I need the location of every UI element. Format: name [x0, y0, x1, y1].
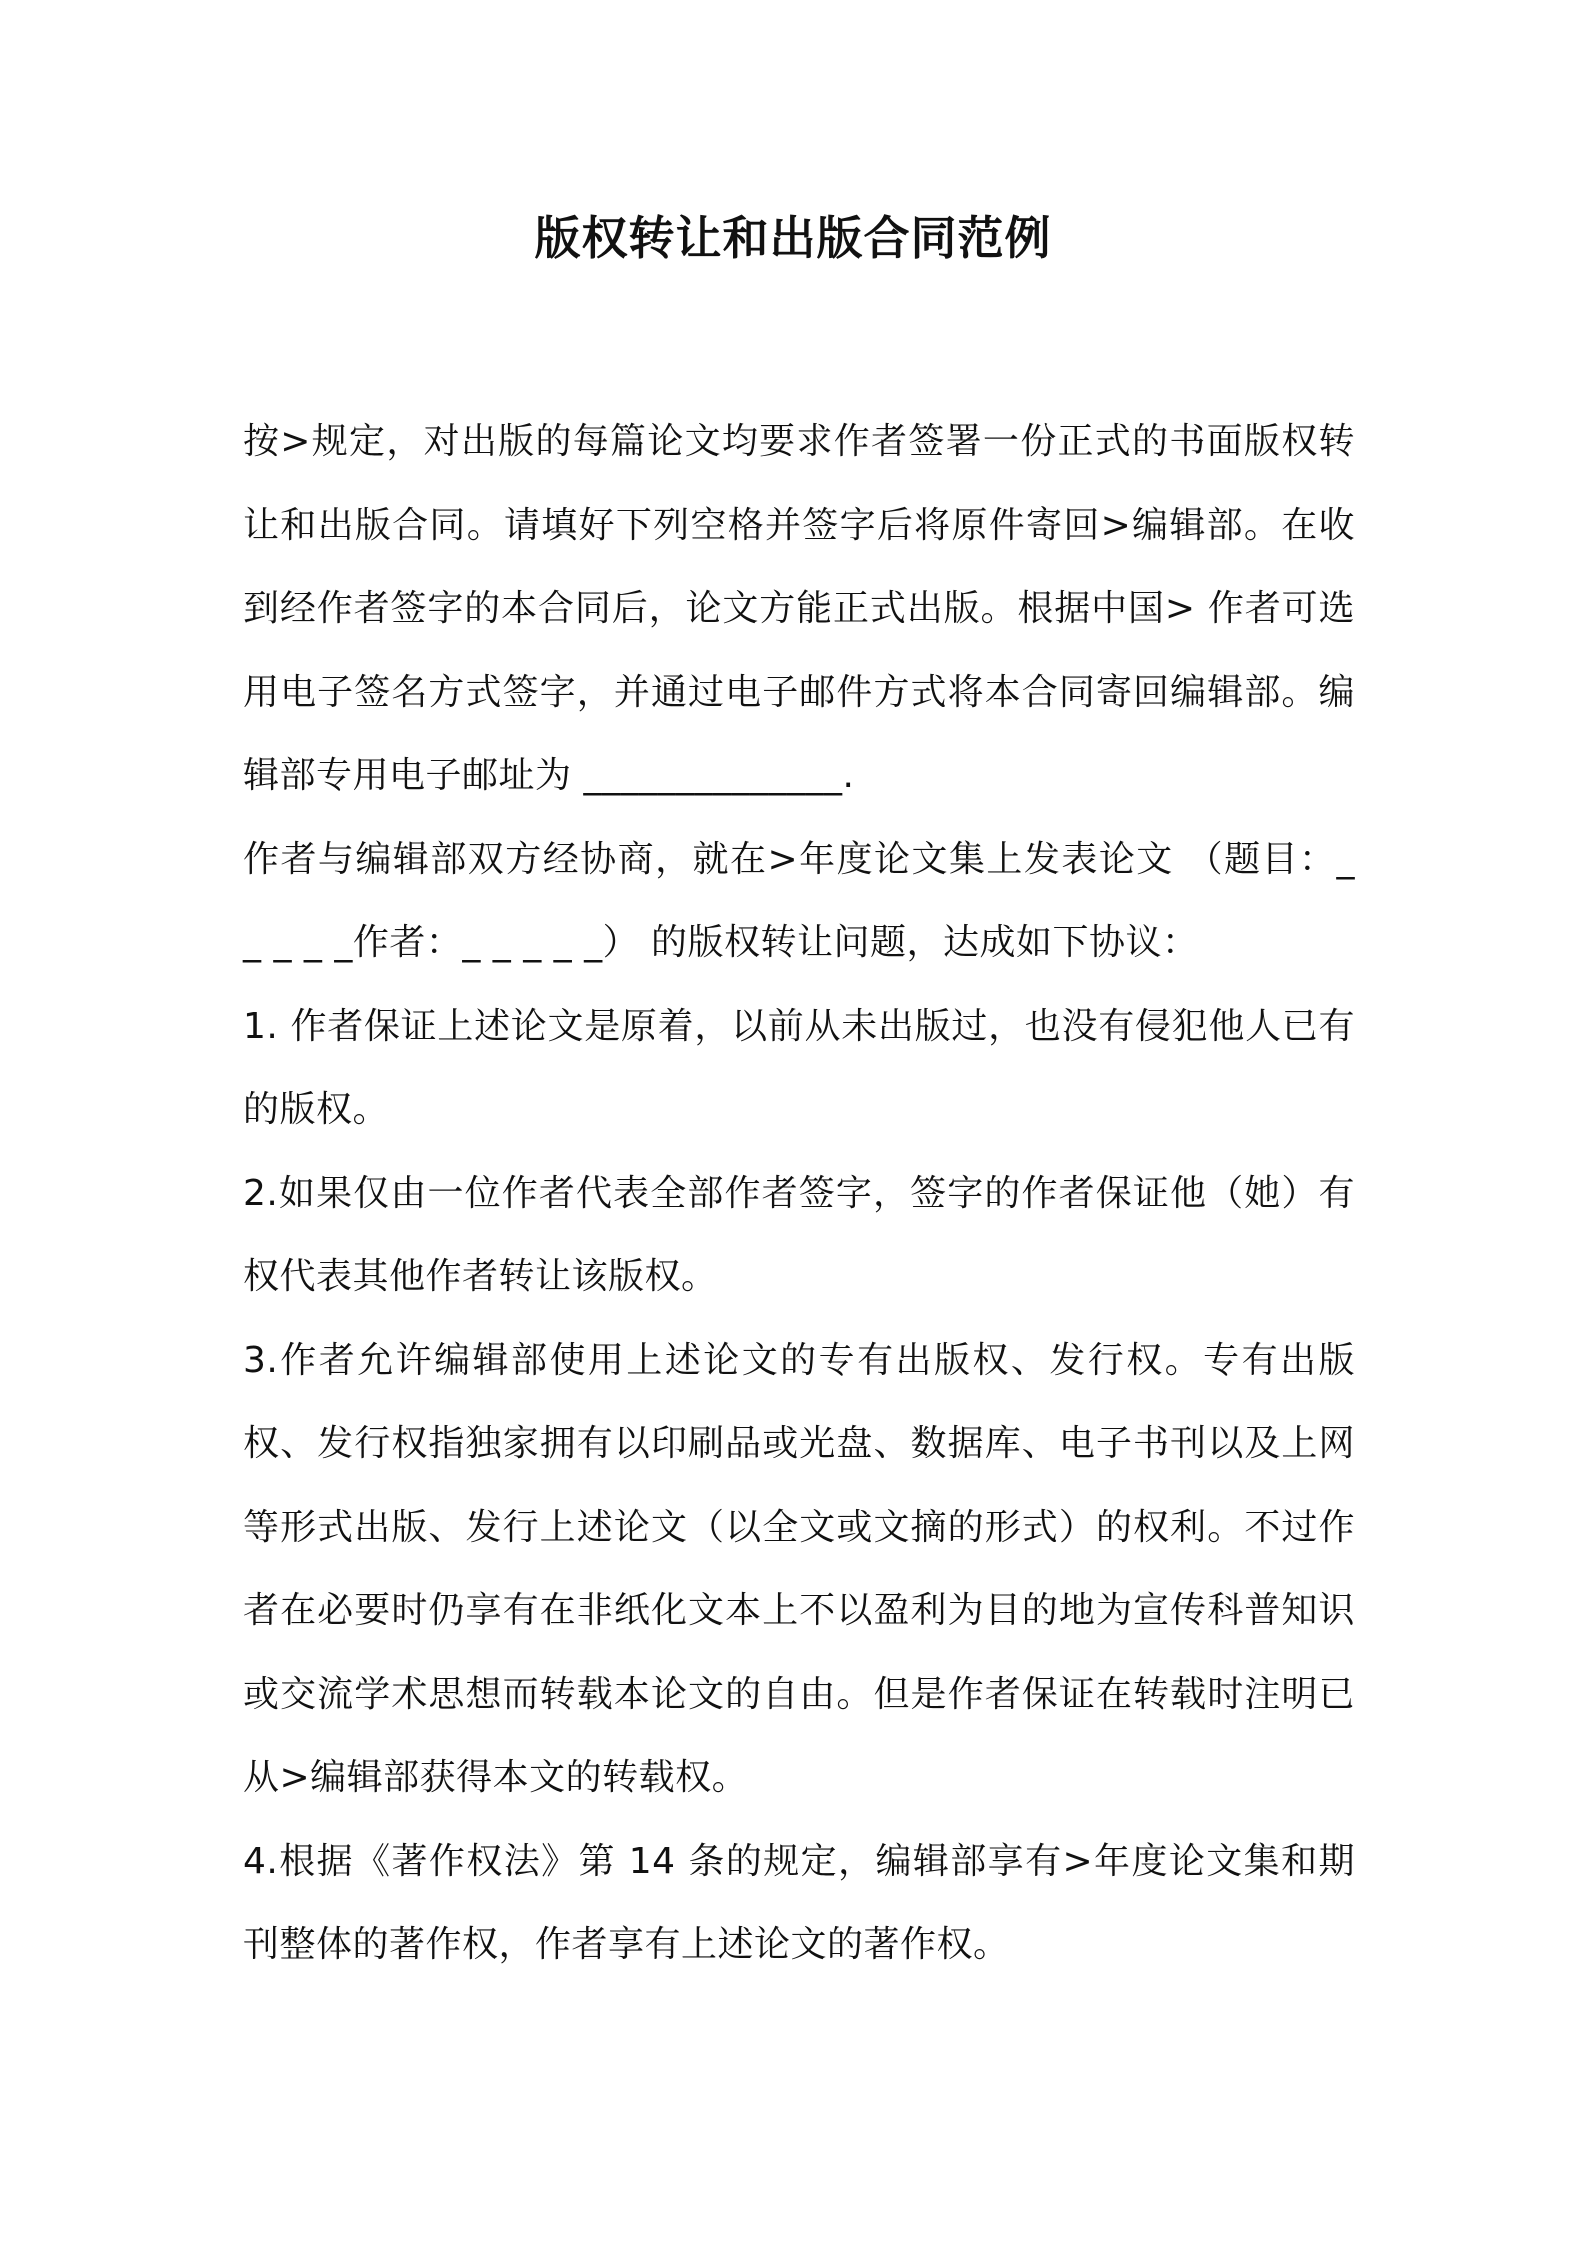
document-title: 版权转让和出版合同范例: [534, 211, 1052, 265]
clause-3: 3.作者允许编辑部使用上述论文的专有出版权、发行权。专有出版权、发行权指独家拥有以印刷品或光盘、数据库、电子书刊以及上网等形式出版、发行上述论文（以全文或文摘的形式）的权利。不过作者在必要时仍享有在非纸化文本上不以盈利为目的地为宣传科普知识或交流学术思想而转载本论文的自由。但是作者保证在转载时注明已从>编辑部获得本文的转载权。: [243, 1339, 1355, 1798]
clause-4: 4.根据《著作权法》第 14 条的规定，编辑部享有>年度论文集和期刊整体的著作权，作者享有上述论文的著作权。: [243, 1840, 1355, 1965]
clause-1: 1. 作者保证上述论文是原着，以前从未出版过，也没有侵犯他人已有的版权。: [243, 1005, 1355, 1130]
paragraph-agreement: 作者与编辑部双方经协商，就在>年度论文集上发表论文 （题目：_ _ _ _ _作者：_ _ _ _ _） 的版权转让问题，达成如下协议：: [243, 838, 1355, 963]
document-body: [243, 400, 1355, 1987]
clause-2: 2.如果仅由一位作者代表全部作者签字，签字的作者保证他（她）有权代表其他作者转让该版权。: [243, 1172, 1355, 1297]
paragraph-intro: 按>规定，对出版的每篇论文均要求作者签署一份正式的书面版权转让和出版合同。请填好下列空格并签字后将原件寄回>编辑部。在收到经作者签字的本合同后，论文方能正式出版。根据中国> 作者可选用电子签名方式签字，并通过电子邮件方式将本合同寄回编辑部。编辑部专用电子邮址为 ______________.: [243, 421, 1355, 796]
